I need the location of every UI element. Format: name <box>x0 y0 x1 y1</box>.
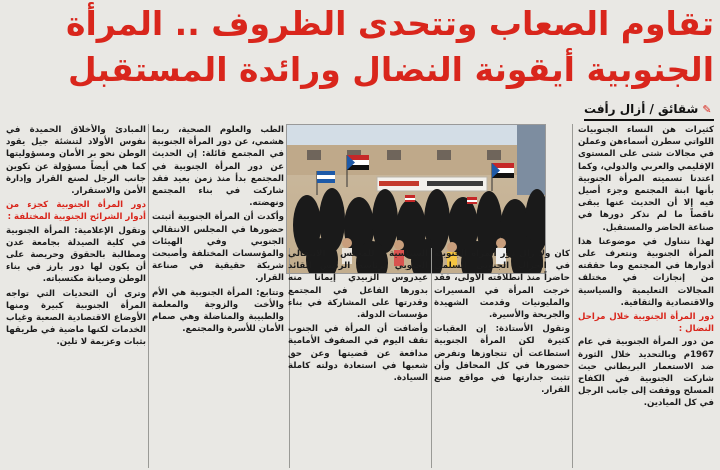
paragraph: وتقول الأستاذة: إن العقبات كثيرة لكن المرأة الجنوبية استطاعت أن تتجاوزها وتفرض حضورها في كل المحافل وأن تثبت جدارتها في مواقع صنع القرار. <box>434 324 570 396</box>
article-column-1 <box>578 124 714 468</box>
byline-text: شقائق / أزال رأفت <box>584 102 699 116</box>
headline-line-2: الجنوبية أيقونة النضال ورائدة المستقبل <box>67 50 714 89</box>
pencil-icon: ✎ <box>702 102 712 116</box>
paragraph: وتتابع: المرأة الجنوبية هي الأم والأخت والزوجة والمعلمة والطبيبة والمناضلة وهي صمام الأمان للأسرة والمجتمع. <box>152 287 284 335</box>
headline-line-1: تقاوم الصعاب وتتحدى الظروف .. المرأة <box>66 4 714 43</box>
paragraph: وترى أن التحديات التي تواجه المرأة الجنوبية كبيرة ومنها الأوضاع الاقتصادية الصعبة وغياب الخدمات لكنها ماضية في طريقها بثبات وعزيمة لا تلين. <box>6 288 146 348</box>
paragraph: المبادئ والأخلاق الحميدة في نفوس الأولاد لتنشئة جيل يقود الوطن نحو بر الأمان ومسؤوليتها كما هي أيضاً مسؤولة عن تكوين جانب الرجل لصنع القرار وإدارة الأمن والاستقرار. <box>6 125 146 197</box>
paragraph: وأكدت أن المرأة الجنوبية أثبتت حضورها في المجلس الانتقالي الجنوبي وفي الهيئات والمؤسسات المختلفة وأصبحت شريكة حقيقية في صناعة القرار. <box>152 212 284 284</box>
paragraph: من دور المرأة الجنوبية في عام 1967م وبالتحديد خلال الثورة ضد الاستعمار البريطاني حيث شاركت الجنوبية في الكفاح المسلح ووقفت إلى جانب الرجل في كل الميادين. <box>578 337 714 409</box>
column-divider <box>572 124 573 468</box>
paragraph: لهذا نتناول في موضوعنا هذا المرأة الجنوبية ونتعرف على أدوارها في المجتمع وما حققته من إنجازات في مختلف المجالات التعليمية والسياسية والاقتصادية والثقافية. <box>578 236 714 308</box>
article-column-2 <box>434 248 570 468</box>
paragraph: وتقول الإعلامية: المرأة الجنوبية في كلية الصيدلة بجامعة عدن ومطالبة بالحقوق وحريصة على أن يكون لها دور بارز في بناء الوطن وصيانة مكتسباته. <box>6 225 146 285</box>
subheading: دور المرأة الجنوبية كجزء من أدوار الشرائح الجنوبية المختلفة : <box>6 200 146 223</box>
paragraph: الطب والعلوم الصحية، ربما هشمي، عن دور المرأة الجنوبية في المجتمع قائلة: إن الحديث عن دور المرأة الجنوبية في المجتمع بدأ منذ زمن بعيد فقد شاركت في بناء المجتمع ونهضته. <box>152 125 284 209</box>
paragraph: كان ولا زال دور المرأة الجنوبية في الحراك الجنوبي السلمي حاضراً منذ انطلاقته الأولى، فقد خرجت المرأة في المسيرات والمليونيات وقدمت الشهيدة والجريحة والأسيرة. <box>434 249 570 321</box>
byline <box>584 99 714 121</box>
article-column-4 <box>152 124 284 468</box>
paragraph: وأضافت أن المرأة في الجنوب تقف اليوم في الصفوف الأمامية مدافعة عن قضيتها وعن حق شعبها في استعادة دولته كاملة السيادة. <box>288 324 428 384</box>
paragraph: السياسية للمجلس الانتقالي الجنوبي برئاسة الرئيس القائد عيدروس الزبيدي إيماناً منه بدورها الفاعل في المجتمع وقدرتها على المشاركة في بناء مؤسسات الدولة. <box>288 249 428 321</box>
article-column-3 <box>288 248 428 468</box>
column-divider <box>431 248 432 468</box>
column-divider <box>148 124 149 468</box>
article-column-5 <box>6 124 146 468</box>
subheading: دور المرأة الجنوبية خلال مراحل النضال : <box>578 312 714 335</box>
paragraph: كثيرات هن النساء الجنوبيات اللواتي سطرن أسماءهن وعملن في مجالات شتى على المستوى الإقليمي والعربي والدولي، وكما اعتدنا تسميته المرأة الجنوبية بأنها ابنة المجتمع وجزء أصيل فيه إلا أن الحديث عنها يبقى ناقصاً ما لم نذكر دورها في صناعة الحاضر والمستقبل. <box>578 125 714 233</box>
